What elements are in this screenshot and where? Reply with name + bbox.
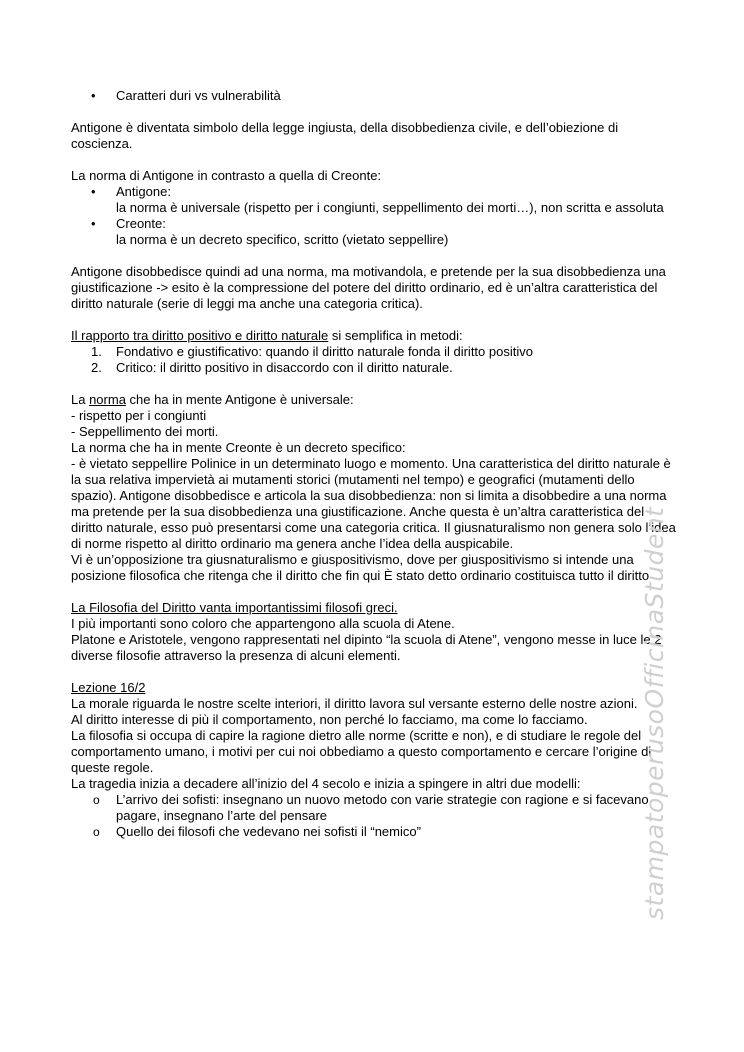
paragraph: La tragedia inizia a decadere all’inizio del 4 secolo e inizia a spingere in altri due modelli: (71, 776, 581, 791)
list-item-text: Caratteri duri vs vulnerabilità (116, 88, 281, 103)
list-item (71, 88, 679, 104)
paragraph: Vi è un’opposizione tra giusnaturalismo e giuspositivismo, dove per giuspositivismo si intende una posizione filosofica che ritenga che il diritto che fin qui È stato detto ordinario costituisca tutto il diritto (71, 552, 650, 583)
paragraph: La morale riguarda le nostre scelte interiori, il diritto lavora sul versante esterno delle nostre azioni. (71, 696, 638, 711)
paragraph: Platone e Aristotele, vengono rappresentati nel dipinto “la scuola di Atene”, vengono messe in luce le 2 diverse filosofie attraverso la presenza di alcuni elementi. (71, 632, 662, 663)
numbered-list (71, 344, 679, 376)
norm-list (71, 184, 679, 248)
paragraph (71, 328, 679, 344)
paragraph: La filosofia si occupa di capire la ragione dietro alle norme (scritte e non), e di studiare le regole del comportamento umano, i motivi per cui noi obbediamo a questo comportamento e cercare l’origine di queste regole. (71, 728, 652, 775)
underlined-heading: Il rapporto tra diritto positivo e diritto naturale (71, 328, 329, 343)
list-item (71, 344, 679, 360)
paragraph-text: si semplifica in metodi: (328, 328, 463, 343)
list-item-title: Creonte: (116, 216, 166, 231)
document-page (71, 88, 679, 840)
circle-list (71, 792, 679, 840)
list-item (71, 216, 679, 248)
paragraph: I più importanti sono coloro che appartengono alla scuola di Atene. (71, 616, 455, 631)
section-heading: La Filosofia del Diritto vanta importantissimi filosofi greci. (71, 600, 398, 615)
list-item (71, 360, 679, 376)
circle-bullet-icon: o (93, 793, 100, 807)
paragraph: La norma di Antigone in contrasto a quella di Creonte: (71, 168, 382, 183)
list-item-text: la norma è universale (rispetto per i congiunti, seppellimento dei morti…), non scritta e assoluta (116, 200, 664, 215)
top-bullet-list (71, 88, 679, 104)
paragraph: - rispetto per i congiunti (71, 408, 207, 423)
bullet-icon: • (91, 184, 96, 199)
list-item-text: la norma è un decreto specifico, scritto (vietato seppellire) (116, 232, 449, 247)
section-heading: Lezione 16/2 (71, 680, 146, 695)
paragraph: Antigone è diventata simbolo della legge ingiusta, della disobbedienza civile, e dell’obiezione di coscienza. (71, 120, 619, 151)
watermark: stampatoperusoOfficinaStudent (640, 506, 669, 920)
paragraph (71, 392, 679, 408)
list-item-text: L’arrivo dei sofisti: insegnano un nuovo metodo con varie strategie con ragione e si facevano pagare, insegnano l’arte del pensare (116, 792, 649, 823)
paragraph: - è vietato seppellire Polinice in un determinato luogo e momento. Una caratteristica del diritto naturale è la sua relativa impervietà ai mutamenti storici (mutamenti nel tempo) e geografici (mutamenti dello spazio). Antigone disobbedisce e articola la sua disobbedienza: non si limita a disobbedire a una norma ma pretende per la sua disobbedienza una giustificazione. Anche questa è un’altra caratteristica del diritto naturale, esso può presentarsi come una categoria critica. Il giusnaturalismo non genera solo l’idea di norme rispetto al diritto ordinario ma genera anche l’idea della auspicabile. (71, 456, 676, 551)
list-item (71, 184, 679, 216)
text-span: che ha in mente Antigone è universale: (125, 392, 354, 407)
list-item-title: Antigone: (116, 184, 171, 199)
bullet-icon: • (91, 216, 96, 231)
underlined-word: norma (89, 392, 126, 407)
list-number: 1. (91, 344, 102, 359)
list-item-text: Quello dei filosofi che vedevano nei sofisti il “nemico” (116, 824, 421, 839)
list-item (71, 792, 679, 824)
text-span: La (71, 392, 90, 407)
bullet-icon: • (91, 88, 96, 103)
list-item-text: Fondativo e giustificativo: quando il diritto naturale fonda il diritto positivo (116, 344, 533, 359)
list-item (71, 824, 679, 840)
list-item-text: Critico: il diritto positivo in disaccordo con il diritto naturale. (116, 360, 453, 375)
circle-bullet-icon: o (93, 825, 100, 839)
paragraph: La norma che ha in mente Creonte è un decreto specifico: (71, 440, 406, 455)
list-number: 2. (91, 360, 102, 375)
paragraph: Al diritto interesse di più il comportamento, non perché lo facciamo, ma come lo facciamo. (71, 712, 588, 727)
paragraph: Antigone disobbedisce quindi ad una norma, ma motivandola, e pretende per la sua disobbedienza una giustificazione -> esito è la compressione del potere del diritto ordinario, ed è un’altra caratteristica del diritto naturale (serie di leggi ma anche una categoria critica). (71, 264, 666, 311)
paragraph: - Seppellimento dei morti. (71, 424, 219, 439)
